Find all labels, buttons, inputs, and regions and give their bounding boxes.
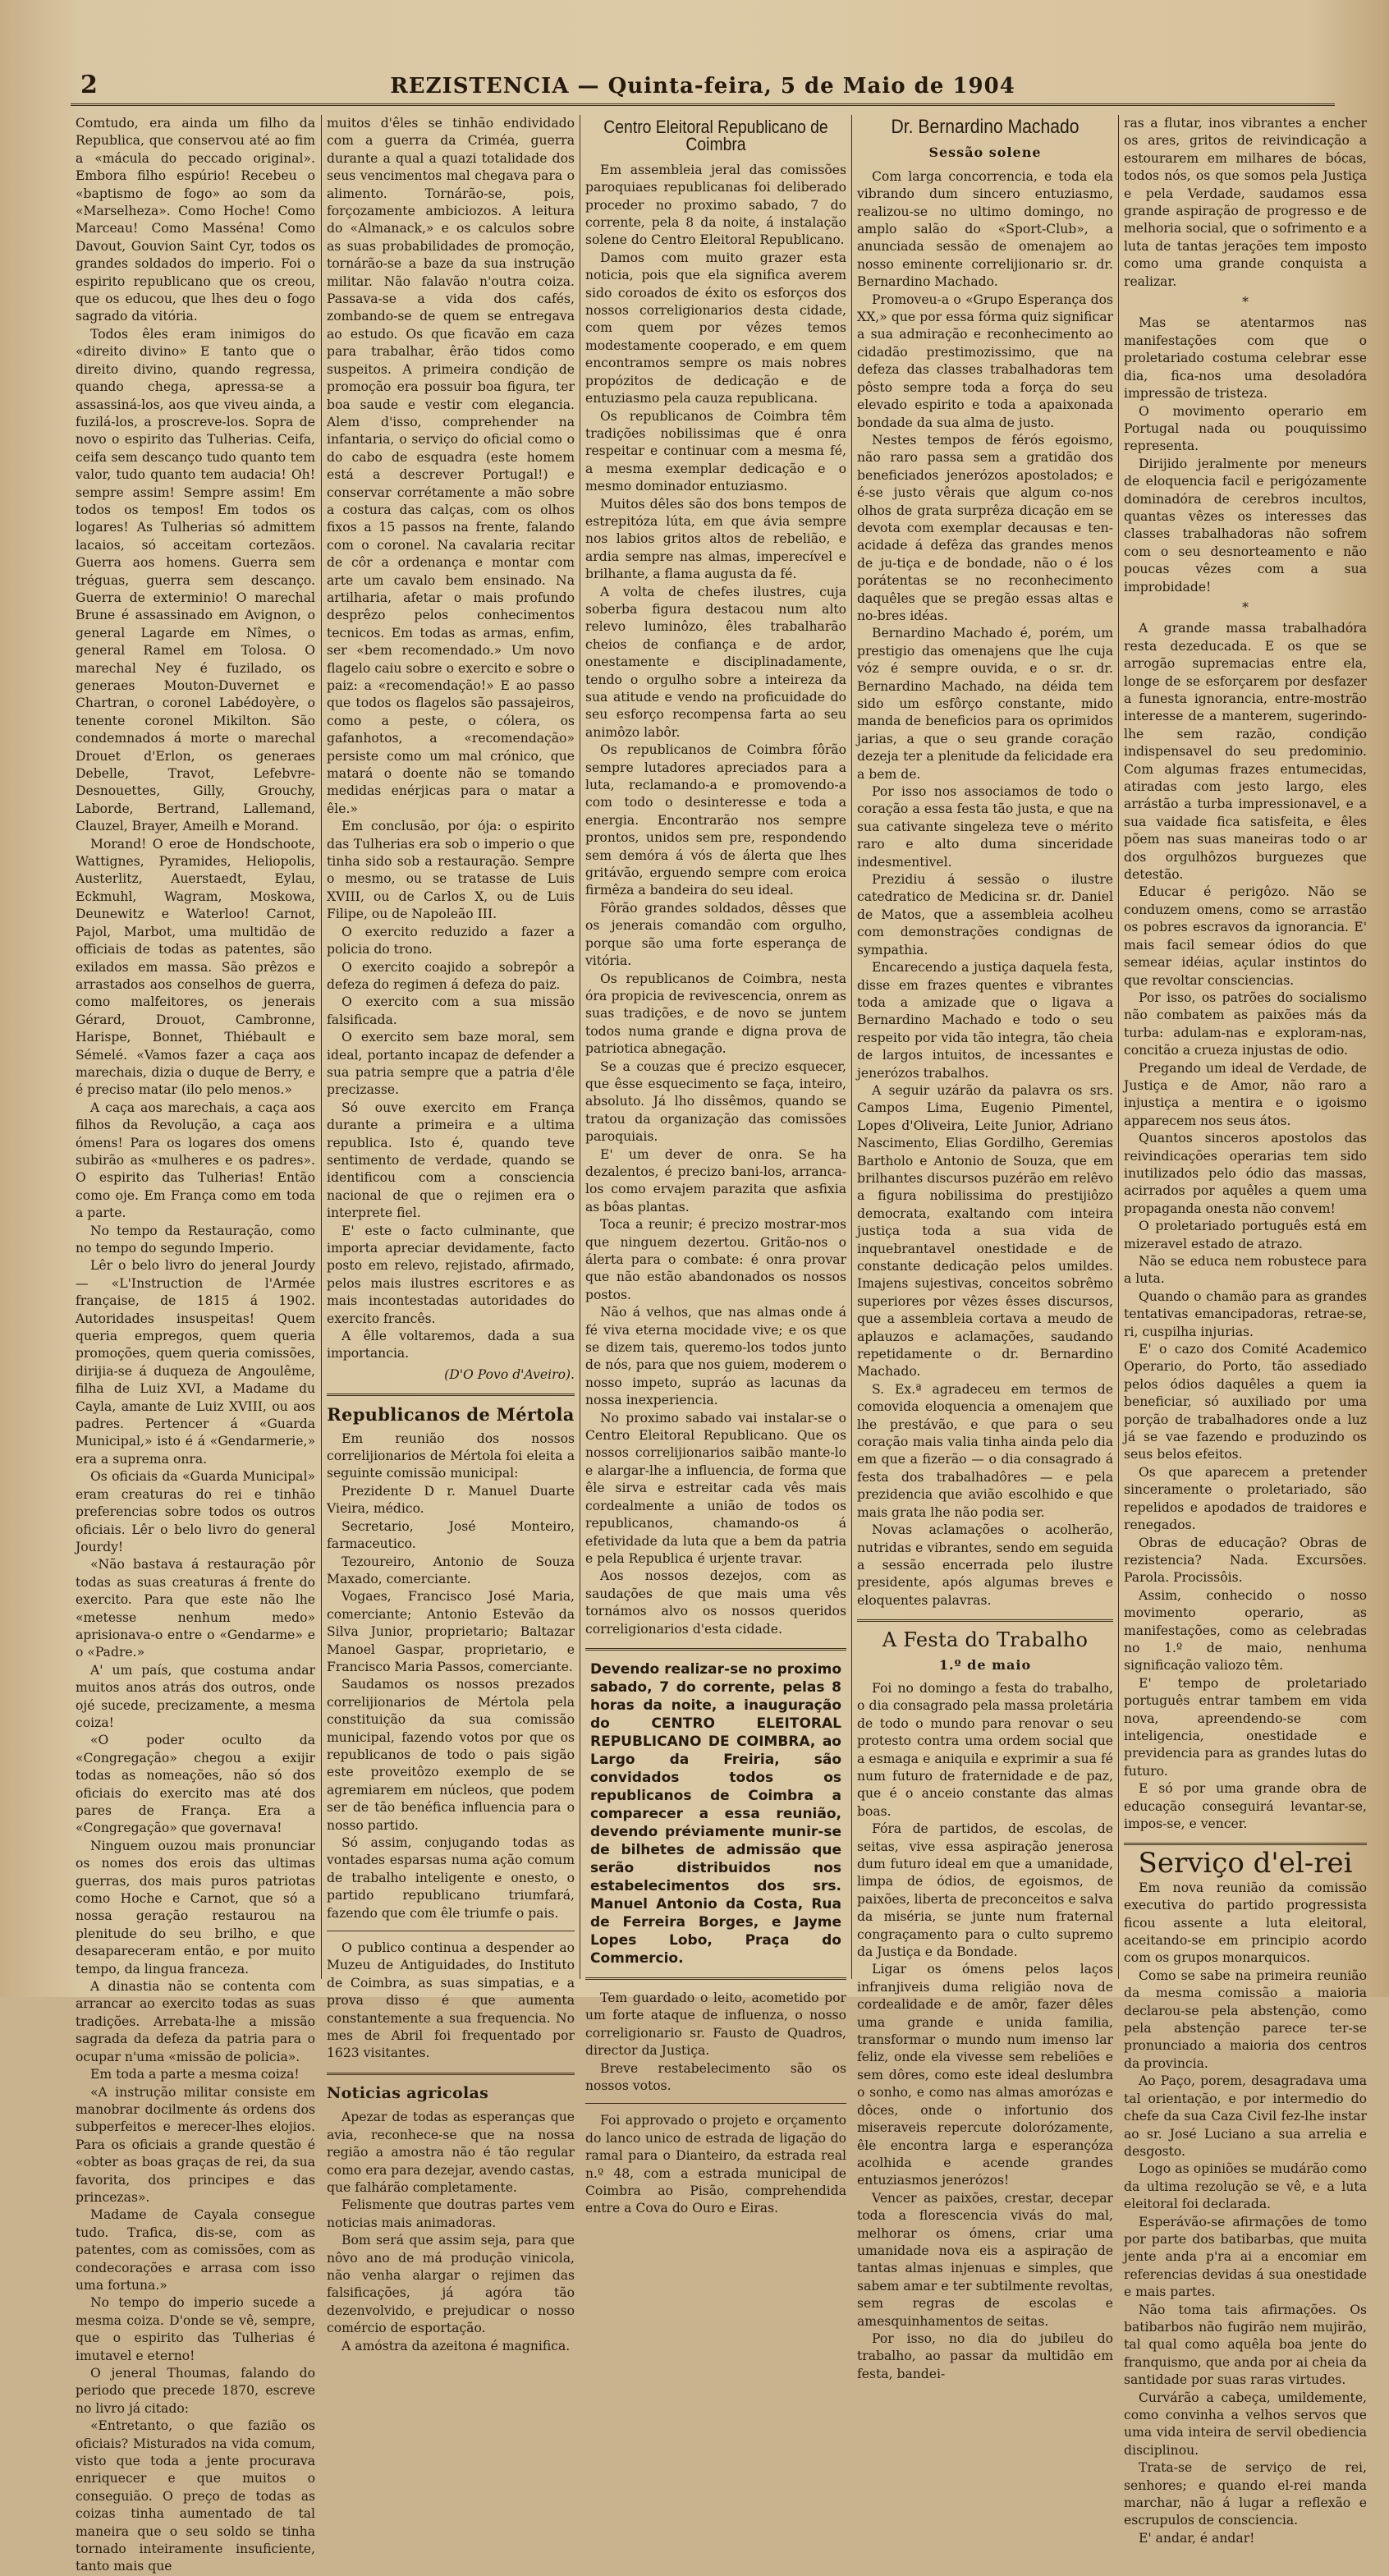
paragraph: O movimento operario em Portugal nada ou pouquissimo representa. xyxy=(1124,403,1367,454)
paragraph: No proximo sabado vai instalar-se o Centro Eleitoral Republicano. Que os nossos correlijionarios saibão mante-lo e alargar-lhe a influencia, de forma que êle sirva e estreitar cada vês mais cordealmente a união de todos os republicanos, chamando-os á efetividade da luta que a bem da patria e pela Republica é urjente travar. xyxy=(585,1410,846,1566)
paragraph: Pregando um ideal de Verdade, de Justiça e de Amor, não raro a injustiça a mentira e o igoismo apparecem nos seus átos. xyxy=(1124,1060,1367,1128)
paragraph: A dinastia não se contenta com arrancar ao exercito todas as suas tradições. Arrebata-lhe a missão sagrada da defeza da patria para o ocupar n'uma «missão de policia». xyxy=(76,1979,315,2064)
column-4 xyxy=(857,115,1113,2381)
paragraph: Comtudo, era ainda um filho da Republica, que conservou até ao fim a «mácula do peccado original». Embora filho espúrio! Recebeu o «baptismo de fogo» ao som da «Marselheza». Como Hoche! Como Marceau! Como Masséna! Como Davout, Gouvion Saint Cyr, todos os grandes soldados do imperio. Foi o espirito republicano que os creou, que os educou, que lhes deu o fogo sagrado da vitória. xyxy=(76,116,315,324)
paragraph: Obras de educação? Obras de rezistencia? Nada. Excursões. Parola. Procissôis. xyxy=(1124,1535,1367,1586)
paragraph: Tem guardado o leito, acometido por um forte ataque de influenza, o nosso correligionario sr. Fausto de Quadros, director da Justiça. xyxy=(585,1990,846,2059)
paragraph: Em conclusão, por ója: o espirito das Tulherias era sob o imperio o que tinha sido sob a restauração. Sempre o mesmo, ou se tratasse de Luis XVIII, ou de Carlos X, ou de Luis Filipe, ou de Napoleão III. xyxy=(327,819,575,922)
paragraph: E' andar, é andar! xyxy=(1139,2530,1255,2546)
paragraph: Os republicanos de Coimbra têm tradições nobilissimas que é onra respeitar e continuar com a mesma fé, a mesma exemplar dedicação e o mesmo dominador entuziasmo. xyxy=(585,408,846,494)
paragraph: Com larga concorrencia, e toda ela vibrando dum sincero entuziasmo, realizou-se no ultimo domingo, no amplo salão do «Sport-Club», a anunciada sessão de omenajem ao nosso eminente correlijionario sr. dr. Bernardino Machado. xyxy=(857,168,1113,290)
paragraph: Esperávão-se afirmações de tomo por parte dos batibarbas, que muita jente anda p'ra ai a encomiar em referencias devidas á sua onestidade e mais partes. xyxy=(1124,2214,1367,2300)
paragraph: Quando o chamão para as grandes tentativas emancipadoras, retrae-se, ri, cuspilha injurias. xyxy=(1124,1288,1367,1339)
section-divider xyxy=(585,1648,846,1651)
paragraph: A caça aos marechais, a caça aos filhos da Revolução, a caça aos ómens! Para os logares dos omens subirão as «mulheres e os padres». O espirito das Tulherias! Então como oje. Em França como em toda a parte. xyxy=(76,1100,315,1221)
paragraph: Muitos dêles são dos bons tempos de estrepitóza lúta, em que ávia sempre nos labios gritos altos de rebelião, e ardia sempre nas almas, imperecível e brilhante, a flama augusta da fé. xyxy=(585,496,846,582)
paragraph: Ao Paço, porem, desagradava uma tal orientação, e por intermedio do chefe da sua Caza Civil fez-lhe instar ao sr. José Luciano a sua arrelia e desgosto. xyxy=(1124,2073,1367,2159)
paragraph: Só ouve exercito em França durante a primeira e a ultima republica. Isto é, quando teve sentimento de verdade, quando se identificou com a consciencia nacional de que o rejimen era o interprete fiel. xyxy=(327,1100,575,1221)
section-divider xyxy=(857,1619,1113,1622)
paragraph: Fôrão grandes soldados, dêsses que os jenerais comandão com orgulho, porque são uma forte esperança de vitória. xyxy=(585,900,846,969)
headline-mertola: Republicanos de Mértola xyxy=(327,1404,575,1426)
paragraph: Foi no domingo a festa do trabalho, o dia consagrado pela massa proletária de todo o mundo para renovar o seu protesto contra uma ordem social que a esmaga e aniquila e exprimir a sua fé num futuro de fraternidade e de paz, que é o anceio constante das almas boas. xyxy=(857,1680,1113,1819)
paragraph: Vencer as paixões, crestar, decepar toda a florescencia vivás do mal, melhorar os ómens, criar uma umanidade nova eis a aspiração de tantas almas injenuas e simples, que sabem amar e ter subtilmente revoltas, sem regras de escolas e amesquinhamentos de seitas. xyxy=(857,2190,1113,2329)
paragraph: Logo as opiniões se mudárão como da ultima rezolução se vê, e a luta eleitoral foi declarada. xyxy=(1124,2161,1367,2212)
paragraph: Os que aparecem a pretender sinceramente o proletariado, são repelidos e apodados de traidores e renegados. xyxy=(1124,1464,1367,1533)
headline-bernardino: Dr. Bernardino Machado xyxy=(891,116,1080,138)
headline-centro-eleitoral: Centro Eleitoral Republicano de Coimbra xyxy=(603,117,828,155)
paragraph: Morand! O eroe de Hondschoote, Wattignes, Pyramides, Heliopolis, Austerlitz, Auerstaedt, Eylau, Eckmuhl, Wagram, Moskowa, Deunewitz e Waterloo! Carnot, Pajol, Marbot, uma multidão de officiais de todas as patentes, são exilados em massa. São prêzos e arrastados aos conselhos de guerra, como malfeitores, os jenerais Gérard, Drouot, Cambronne, Harispe, Bonnet, Thiébault e Sémelé. «Vamos fazer a caça aos marechais, dizia o duque de Berry, e é preciso matar (ilo pelo menos.» xyxy=(76,836,315,1098)
paragraph: A' um país, que costuma andar muitos anos atrás dos outros, onde ojé sucede, precizamente, a mesma coiza! xyxy=(76,1662,315,1730)
paragraph: A êlle voltaremos, dada a sua importancia. xyxy=(327,1329,575,1361)
section-divider xyxy=(1124,1843,1367,1845)
paragraph: Bom será que assim seja, para que nôvo ano de má produção vinicola, não venha alargar o rejimen das falsificações, já agóra tão dezenvolvido, e prejudicar o nosso comércio de esportação. xyxy=(327,2233,575,2336)
paragraph: Vogaes, Francisco José Maria, comerciante; Antonio Estevão da Silva Junior, proprietario; Baltazar Manoel Gaspar, proprietario, e Francisco Maria Passos, comerciante. xyxy=(327,1589,575,1674)
paragraph: Lêr o belo livro do jeneral Jourdy — «L'Instruction de l'Armée française, de 1815 á 1902. Autoridades insuspeitas! Quem queria empregos, quem queria promoções, quem queria comissões, dirijia-se á duqueza de Angoulême, filha de Luiz XVI, a Madame du Cayla, amante de Luiz XVIII, ou aos padres. Pertencer á «Guarda Municipal,» isto é á «Gendarmerie,» era a suprema onra. xyxy=(76,1258,315,1467)
paragraph: O publico continua a despender ao Muzeu de Antiguidades, do Instituto de Coimbra, as suas simpatias, e a prova disso é que aumenta constantemente a sua frequencia. No mes de Abril foi frequentado por 1623 visitantes. xyxy=(327,1940,575,2061)
paragraph: O exercito reduzido a fazer a policia do trono. xyxy=(327,924,575,957)
paragraph: Em assembleia jeral das comissões paroquiaes republicanas foi deliberado proceder no proximo sabado, 7 do corrente, pela 8 da noite, á instalação solene do Centro Eleitoral Republicano. xyxy=(585,162,846,248)
paragraph: Como se sabe na primeira reunião da mesma comissão a maioria declarou-se pela abstenção, como pela abstenção parece ter-se pronunciado a maioria dos centros da provincia. xyxy=(1124,1968,1367,2071)
paragraph: Fóra de partidos, de escolas, de seitas, vive essa aspiração jenerosa dum futuro ideal em que a umanidade, limpa de ódios, de egoismos, de paixões, liberta de preconceitos e salva da miséria, se junte num fraternal congraçamento para o culto supremo da Justiça e da Bondade. xyxy=(857,1821,1113,1960)
paragraph: Se a couzas que é precizo esquecer, que êsse esquecimento se faça, inteiro, absoluto. Já lho dissêmos, quando se tratou da organização das comissões paroquiais. xyxy=(585,1058,846,1145)
article-source: (D'O Povo d'Aveiro). xyxy=(444,1366,575,1382)
paragraph: «A instrução militar consiste em manobrar docilmente ás ordens dos subperfeitos e merecer-lhes elojios. Para os oficiais a grande questão é «obter as boas graças de rei, da sua favorita, dos principes e das princezas». xyxy=(76,2084,315,2205)
column-2 xyxy=(327,115,575,2353)
column-3 xyxy=(585,115,846,2216)
paragraph: E' o cazo dos Comité Academico Operario, do Porto, tão assediado pelos ódios daquêles a quem ia beneficiar, só auxiliado por uma porção de trabalhadores onde a luz já se vae fazendo e produzindo os seus belos efeitos. xyxy=(1124,1342,1367,1462)
paragraph: Os republicanos de Coimbra fôrão sempre lutadores apreciados para a luta, reclamando-a e promovendo-a com todo o desinteresse e toda a energia. Encontrarão nos sempre prontos, unidos sem pre, respondendo sem demóra á vós de álerta que lhes gritávão, erguendo sempre com eroica firmêza a bandeira do seu ideal. xyxy=(585,742,846,898)
paragraph: Encarecendo a justiça daquela festa, disse em frazes quentes e vibrantes toda a amizade que o ligava a Bernardino Machado e todo o seu respeito por vida tão integra, tão cheia de largos intuitos, de incessantes e jenerózos trabalhos. xyxy=(857,960,1113,1081)
paragraph: Todos êles eram inimigos do «direito divino» E tanto que o direito divino, quando regressa, quando chega, apressa-se a assassiná-los, aos que viveu ainda, a fuzilá-los, a proscreve-los. Sopra de novo o espirito das Tulherias. Ceifa, ceifa sem descanço tudo quanto tem valor, tudo quanto tem audacia! Oh! sempre assim! Sempre assim! Em todos os tempos! Em todos os logares! As Tulherias só admittem lacaios, só acceitam cortezãos. Guerra aos homens. Guerra sem tréguas, guerra sem descanço. Guerra de exterminio! O marechal Brune é assassinado em Avignon, o general Lagarde em Nîmes, o general Ramel em Tolosa. O marechal Ney é fuzilado, os generaes Mouton-Duvernet e Chartran, o coronel Labédoyère, o tenente coronel Mikilton. São condemnados á morte o marechal Drouet d'Erlon, os generaes Debelle, Travot, Lefebvre-Desnouettes, Gilly, Grouchy, Laborde, Bertrand, Lallemand, Clauzel, Brayer, Ameilh e Morand. xyxy=(76,326,315,834)
paragraph: Os oficiais da «Guarda Municipal» eram creaturas do rei e tinhão preferencias sobre todos os outros oficiais. Lêr o belo livro do general Jourdy! xyxy=(76,1469,315,1554)
paragraph: Felismente que doutras partes vem noticias mais animadoras. xyxy=(327,2197,575,2230)
paragraph: Em reunião dos nossos correlijionarios de Mértola foi eleita a seguinte comissão municipal: xyxy=(327,1430,575,1481)
paragraph: Em nova reunião da comissão executiva do partido progressista ficou assente a luta eleitoral, aceitando-se em principio acordo com os grupos monarquicos. xyxy=(1124,1880,1367,1966)
masthead xyxy=(71,69,1335,106)
separator-star: * xyxy=(1242,599,1249,615)
paragraph: A seguir uzárão da palavra os srs. Campos Lima, Eugenio Pimentel, Lopes d'Oliveira, Leite Junior, Adriano Nascimento, Elias Gordilho, Geremias Bartholo e Antonio de Souza, que em brilhantes discursos puzérão em relêvo a figura nobilissima do prestijiôzo democrata, exaltando com inteira justiça toda a sua vida de inquebrantavel onestidade e de constante dedicação pelos umildes. Imajens sujestivas, conceitos sobrêmo superiores por vêzes êsses discursos, que a assembleia cortava a meudo de aplauzos e aclamações, saudando repetidamente o dr. Bernardino Machado. xyxy=(857,1082,1113,1380)
paragraph: Breve restabelecimento são os nossos votos. xyxy=(585,2060,846,2093)
paragraph: Em toda a parte a mesma coiza! xyxy=(90,2067,300,2082)
paragraph: Ligar os ómens pelos laços infranjiveis duma religião nova de cordealidade e de amôr, fazer dêles uma grande e unida familia, transformar o mundo num imenso lar feliz, onde ela vivesse sem rebeliões e sem dôres, como este ideal deslumbra o sonho, e como nas almas amorózas e dôces, onde o infortunio dos miseraveis repercute dolorózamente, êle encontra larga e esperançóza acolhida e acende grandes entuziasmos jenerózos! xyxy=(857,1962,1113,2188)
paragraph: Tezoureiro, Antonio de Souza Maxado, comerciante. xyxy=(327,1554,575,1586)
paragraph: Madame de Cayala consegue tudo. Trafica, dis-se, com as patentes, com as comissões, com as condecorações e arrasa com isso uma fortuna.» xyxy=(76,2207,315,2293)
headline-agricola: Noticias agricolas xyxy=(327,2083,489,2102)
paragraph: Por isso, os patrões do socialismo não combatem as paixões más da turba: adulam-nas e exploram-nas, concitão a crueza injustas de odio. xyxy=(1124,990,1367,1058)
paragraph: Ninguem ouzou mais pronunciar os nomes dos erois das ultimas guerras, dos mais puros patriotas como Hoche e Carnot, que só a nossa geração restaurou na plenitude do seu brilho, e que desapareceram então, e por muito tempo, da lingua franceza. xyxy=(76,1838,315,1977)
paragraph: A grande massa trabalhadóra resta dezeducada. E os que se arrogão supremacias entre ela, longe de se esforçarem por desfazer a funesta ignorancia, entre-mostrão interesse de a manterem, sugerindo-lhe sem razão, condição indispensavel do seu predominio. Com algumas frazes entumecidas, atiradas com jesto largo, eles arrástão a turba impressionavel, e a sua vaidade fica satisfeita, e êles põem nas suas maneiras todo o ar dos orgulhôzos burguezes que detestão. xyxy=(1124,621,1367,883)
subheadline-1-maio: 1.º de maio xyxy=(938,1656,1032,1673)
paragraph: E' este o facto culminante, que importa apreciar devidamente, facto posto em relevo, rejistado, afirmado, pelos mais ilustres escritores e as mais incontestadas autoridades do exercito francês. xyxy=(327,1223,575,1326)
paragraph: Foi approvado o projeto e orçamento do lanco unico de estrada de ligação do ramal para o Dianteiro, da estrada real n.º 48, com a estrada municipal de Coimbra ao Pisão, comprehendida entre a Cova do Ouro e Eiras. xyxy=(585,2113,846,2216)
paragraph: Saudamos os nossos prezados correlijionarios de Mértola pela constituição da sua comissão municipal, fazendo votos por que os republicanos de todo o pais sigão este proveitôzo exemplo de se agremiarem em núcleos, que podem ser de tão benéfica influencia para o nosso partido. xyxy=(327,1677,575,1833)
paragraph: O exercito coajido a sobrepôr a defeza do regimen á defeza do paiz. xyxy=(327,959,575,992)
paragraph: No tempo da Restauração, como no tempo do segundo Imperio. xyxy=(76,1223,315,1256)
separator-star: * xyxy=(1242,295,1249,310)
paragraph: Quantos sinceros apostolos das reivindicações operarias tem sido inutilizados pelo ódio das massas, acirrados por aquêles a quem uma propaganda onesta não convem! xyxy=(1124,1131,1367,1216)
paragraph: Por isso nos associamos de todo o coração a essa festa tão justa, e que na sua cativante singeleza teve o mérito raro e alto duma sinceridade indesmentivel. xyxy=(857,784,1113,870)
paragraph: Os republicanos de Coimbra, nesta óra propicia de revivescencia, onrem as suas tradições, e de novo se juntem todos numa grande e digna prova de patriotica abnegação. xyxy=(585,971,846,1057)
paragraph: E' tempo de proletariado português entrar tambem em vida nova, apreendendo-se com inteligencia, onestidade e previdencia para as grandes lutas do futuro. xyxy=(1124,1675,1367,1779)
headline-servico-el-rei: Serviço d'el-rei xyxy=(1138,1847,1353,1880)
paragraph: Novas aclamações o acolherão, nutridas e vibrantes, sendo em seguida a sessão encerrada pelo ilustre presidente, após algumas breves e eloquentes palavras. xyxy=(857,1522,1113,1608)
paragraph: S. Ex.ª agradeceu em termos de comovida eloquencia a omenajem que lhe prestávão, e que para o seu coração mais valia tinha ainda pelo dia em que a fizerão — o dia consagrado á festa dos trabalhadôres — e pela prezidencia que avião escolhido e que mais grata lhe não podia ser. xyxy=(857,1381,1113,1520)
section-divider xyxy=(327,2073,575,2075)
column-divider xyxy=(851,115,852,1979)
section-divider xyxy=(585,1977,846,1980)
paragraph: ras a flutar, inos vibrantes a encher os ares, gritos de reivindicação a estourarem em milhares de bócas, todos nós, os que somos pela Justiça e pela Verdade, saudamos essa grande aspiração de progresso e de melhoria social, que o sofrimento e a luta de tantas jerações tem imposto como uma grande conquista a realizar. xyxy=(1124,116,1367,289)
paragraph: No tempo do imperio sucede a mesma coiza. D'onde se vê, sempre, que o espirito das Tulherias é imutavel e eterno! xyxy=(76,2295,315,2363)
paragraph: muitos d'êles se tinhão endividado com a guerra da Criméa, guerra durante a qual a quazi totalidade dos seus vencimentos mal chegava para o alimento. Tornárão-se, pois, forçozamente ambiciozos. A leitura do «Almanack,» e os calculos sobre as suas probabilidades de promoção, tornárão-se a baze da sua instrução militar. Não falavão n'outra coiza. Passava-se a vida dos cafés, zombando-se de quem se entregava ao estudo. Os que ficavão em caza para trabalhar, êrão tidos como suspeitos. A primeira condição de promoção era possuir boa figura, ter boa saude e vestir com elegancia. Alem d'isso, comprehender na infantaria, o serviço do oficial como o do cabo de esquadra (este homem está a descrever Portugal!) e conservar corrétamente a mão sobre a costura das calças, com os olhos fixos a 15 passos na frente, falando com o coronel. Na cavalaria recitar de côr a ordenança e montar com arte um cavalo bem ensinado. Na artilharia, afetar o mais profundo desprêzo pelos conhecimentos tecnicos. Em todas as armas, enfim, ser «bem recomendado.» Um novo flagelo caiu sobre o exercito e sobre o paiz: a «recomendação!» E ao passo que todos os flagelos são passajeiros, como a peste, o cólera, os gafanhotos, a «recomendação» persiste como um mal crónico, que matará o doente não se tomando medidas enérjicas para o matar a êle.» xyxy=(327,116,575,816)
page-number: 2 xyxy=(80,71,98,99)
paragraph: Mas se atentarmos nas manifestações com que o proletariado costuma celebrar esse dia, fica-nos uma desoladóra impressão de tristeza. xyxy=(1124,315,1367,402)
paragraph: Promoveu-a o «Grupo Esperança dos XX,» que por essa fórma quiz significar a sua admiração e reconhecimento ao cidadão prestimozissimo, que na defeza das classes trabalhadoras tem pôsto sempre toda a força do seu elevado espirito e toda a apaixonada bondade da sua alma de justo. xyxy=(857,292,1113,430)
column-divider xyxy=(321,115,322,1979)
paragraph: Nestes tempos de férós egoismo, não raro passa sem a gratidão dos beneficiados jenerózos apostolados; e é-se justo vêrais que algum co-nos olhos de grata surprêza dicação em se devota com exemplar decausas e ten-acidade á defêza das grandes menos de ju-tiça e de bondade, não o é los porátentas se no reconhecimento daquêles que se pregão essas altas e no-bres idéas. xyxy=(857,432,1113,623)
paragraph: Dirijido jeralmente por meneurs de eloquencia facil e perigózamente dominadóra de cerebros incultos, quantas vêzes os interesses das classes trabalhadoras não sofrem com o seu desnorteamento e não poucas vêzes com a sua improbidade! xyxy=(1124,456,1367,595)
paragraph: O exercito com a sua missão falsificada. xyxy=(327,994,575,1027)
paragraph: Toca a reunir; é precizo mostrar-mos que ninguem dezertou. Gritão-nos o álerta para o combate: é onra provar que não estão abandonados os nossos postos. xyxy=(585,1217,846,1302)
announcement-notice: Devendo realizar-se no proximo sabado, 7 do corrente, pelas 8 horas da noite, a inauguração do CENTRO ELEITORAL REPUBLICANO DE COIMBRA, ao Largo da Freiria, são convidados todos os republicanos de Coimbra a comparecer a essa reunião, devendo préviamente munir-se de bilhetes de admissão que serão distribuidos nos estabelecimentos dos srs. Manuel Antonio da Costa, Rua de Ferreira Borges, e Jayme Lopes Lobo, Praça do Commercio. xyxy=(590,1660,841,1967)
paragraph: Educar é perigôzo. Não se conduzem omens, como se arrastão os pobres escravos da ignorancia. E' mais facil semear ódios do que semear idéias, açular instintos do que revoltar consciencias. xyxy=(1124,884,1367,988)
section-divider xyxy=(585,2103,846,2104)
paragraph: Secretario, José Monteiro, farmaceutico. xyxy=(327,1518,575,1552)
paragraph: A amóstra da azeitona é magnifica. xyxy=(342,2338,571,2353)
paragraph: «Entretanto, o que fazião os oficiais? Misturados na vida comum, visto que toda a jente procurava enriquecer e que muitos o conseguião. O preço de todas as coizas tinha aumentado de tal maneira que o seu soldo se tinha tornado inteiramente insuficiente, tanto mais que xyxy=(76,2418,315,2574)
paragraph: Prezidente D r. Manuel Duarte Vieira, médico. xyxy=(327,1483,575,1517)
paragraph: O jeneral Thoumas, falando do periodo que precede 1870, escreve no livro já citado: xyxy=(76,2366,315,2416)
paragraph: Damos com muito grazer esta noticia, pois que ela significa averem sido coroados de éxito os esforços dos nossos correligionarios desta cidade, com quem por vêzes temos modestamente cooperado, e em quem encontramos sempre os mais nobres propózitos de dedicação e de entuziasmo pela cauza republicana. xyxy=(585,250,846,406)
paragraph: Assim, conhecido o nosso movimento operario, as manifestações, como as celebradas no 1.º de maio, nenhuma significação valiozo têm. xyxy=(1124,1587,1367,1674)
paragraph: Por isso, no dia do jubileu do trabalho, ao passar da multidão em festa, bandei- xyxy=(857,2330,1113,2381)
paragraph: «Não bastava á restauração pôr todas as suas creaturas á frente do exercito. Para que este não lhe «metesse nenhum medo» aprisionava-o entre o «Gendarme» e o «Padre.» xyxy=(76,1557,315,1660)
paragraph: E' um dever de onra. Se ha dezalentos, é precizo bani-los, arranca-los como ervajem parazita que asfixia as bôas plantas. xyxy=(585,1146,846,1215)
paragraph: O exercito sem baze moral, sem ideal, portanto incapaz de defender a sua patria sempre que a patria d'êle precizasse. xyxy=(327,1030,575,1098)
paragraph: Apezar de todas as esperanças que avia, reconhece-se que na nossa região a amostra não é tão regular como era para dezejar, avendo castas, que falhárão completamente. xyxy=(327,2110,575,2195)
newspaper-title-line: REZISTENCIA — Quinta-feira, 5 de Maio de 1904 xyxy=(390,74,1015,99)
paragraph: «O poder oculto da «Congregação» chegou a exijir todas as nomeações, não só dos oficiais do exercito mas até dos pares de França. Era a «Congregação» que governava! xyxy=(76,1733,315,1836)
headline-festa-trabalho: A Festa do Trabalho xyxy=(882,1628,1089,1652)
column-5 xyxy=(1124,115,1367,2546)
paragraph: A volta de chefes ilustres, cuja soberba figura destacou num alto relevo luminôzo, êles trabalharão cheios de confiança e de ardor, onestamente e disciplinadamente, tendo o orgulho sobre a inteireza da sua atitude e vendo na proficuidade do seu esforço recompensa farta ao seu animôzo labôr. xyxy=(585,584,846,740)
paragraph: Aos nossos dezejos, com as saudações de que mais uma vês tornámos alvo os nossos queridos correligionarios d'esta cidade. xyxy=(585,1568,846,1637)
paragraph: Curvárão a cabeça, umildemente, como convinha a velhos servos que uma vida inteira de servil obediencia disciplinou. xyxy=(1124,2390,1367,2458)
paragraph: Bernardino Machado é, porém, um prestigio das omenajens que lhe cuja vóz é sempre ouvida, e o sr. dr. Bernardino Machado, na déida tem sido um esfôrço constante, mido manda de beneficios para os oprimidos jarias, a que o seu grande coração dezeja ter a plenitude da felicidade era a bem de. xyxy=(857,626,1113,782)
column-divider xyxy=(1118,115,1119,1979)
paragraph: Não toma tais afirmações. Os batibarbos não fugirão nem mujirão, tal qual como aquêla boa jente do franquismo, que anda por ai cheia da santidade por suas raras virtudes. xyxy=(1124,2302,1367,2388)
subheadline-sessao: Sessão solene xyxy=(928,145,1042,161)
paragraph: Prezidiu á sessão o ilustre catedratico de Medicina sr. dr. Daniel de Matos, que a assembleia acolheu com demonstrações condignas de sympathia. xyxy=(857,872,1113,957)
section-divider xyxy=(327,1394,575,1396)
paragraph: Não se educa nem robustece para a luta. xyxy=(1124,1254,1367,1287)
paragraph: Só assim, conjugando todas as vontades esparsas numa ação comum de trabalho inteligente e onesto, o partido republicano triumfará, fazendo que com êle triumfe o pais. xyxy=(327,1835,575,1921)
column-1 xyxy=(76,115,315,2574)
paragraph: Trata-se de serviço de rei, senhores; e quando el-rei manda marchar, não á lugar a reflexão e escrupulos de consciencia. xyxy=(1124,2460,1367,2528)
paragraph: E só por uma grande obra de educação conseguirá levantar-se, impos-se, e vencer. xyxy=(1124,1781,1367,1831)
paragraph: Não á velhos, que nas almas onde á fé viva eterna mocidade vive; e os que se dizem tais, queremo-los todos junto de nós, para que nos guiem, moderem o nosso impeto, supráo as lacunas da nossa inexperiencia. xyxy=(585,1305,846,1408)
paragraph: O proletariado português está em mizeravel estado de atrazo. xyxy=(1124,1219,1367,1251)
